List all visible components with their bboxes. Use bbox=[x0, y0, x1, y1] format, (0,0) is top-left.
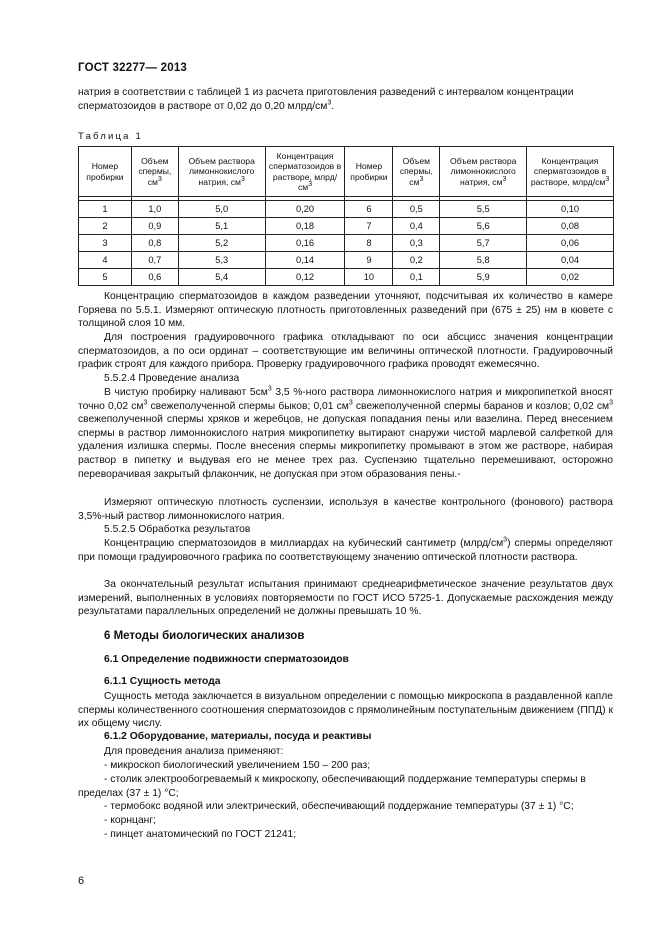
table-cell: 3 bbox=[79, 235, 132, 252]
table-cell: 5 bbox=[79, 269, 132, 286]
table-row bbox=[79, 218, 614, 235]
subsection-6-1-2-title: 6.1.2 Оборудование, материалы, посуда и реактивы bbox=[104, 731, 372, 742]
paragraph-final-result: За окончательный результат испытания принимают среднеарифметическое значение результатов двух измерений, выполненных в условиях повторяемости по ГОСТ ИСО 5725-1. Допускаемые расхождения между результатами параллельных определений не должны превышать 10 %. bbox=[78, 579, 613, 618]
table-row bbox=[79, 252, 614, 269]
table-cell: 5,1 bbox=[178, 218, 265, 235]
equipment-list-item: - корнцанг; bbox=[104, 815, 156, 826]
equipment-list-item: - пинцет анатомический по ГОСТ 21241; bbox=[104, 829, 297, 840]
table-header-cell: Номер пробирки bbox=[79, 147, 132, 197]
equipment-lead: Для проведения анализа применяют: bbox=[104, 746, 284, 757]
subsection-5-5-2-4: 5.5.2.4 Проведение анализа bbox=[104, 373, 240, 384]
table-cell: 0,2 bbox=[393, 252, 440, 269]
table-cell: 0,3 bbox=[393, 235, 440, 252]
dilution-table bbox=[78, 146, 614, 286]
table-cell: 0,08 bbox=[527, 218, 614, 235]
table-header-cell: Объем раствора лимоннокислого натрия, $см^3$ bbox=[178, 147, 265, 197]
table-cell: 0,5 bbox=[393, 201, 440, 218]
paragraph-calibration: Для построения градуировочного графика откладывают по оси абсцисс значения концентрации сперматозоидов, а по оси ординат – соответствующие им величины оптической плотности. Градуировочный график строят для каждого прибора. Проверку градуировочного графика проводят ежемесячно. bbox=[78, 332, 613, 371]
subsection-6-1-title: 6.1 Определение подвижности сперматозоидов bbox=[104, 654, 349, 665]
table-cell: 5,7 bbox=[440, 235, 527, 252]
table-cell: 1 bbox=[79, 201, 132, 218]
table-cell: 0,1 bbox=[393, 269, 440, 286]
table-cell: 0,04 bbox=[527, 252, 614, 269]
table-cell: 0,12 bbox=[265, 269, 345, 286]
table-cell: 7 bbox=[345, 218, 393, 235]
table-cell: 5,3 bbox=[178, 252, 265, 269]
table-cell: 5,5 bbox=[440, 201, 527, 218]
subsection-5-5-2-5: 5.5.2.5 Обработка результатов bbox=[104, 524, 251, 535]
equipment-list-item: - микроскоп биологический увеличением 150 – 200 раз; bbox=[104, 760, 371, 771]
paragraph-concentration: Концентрацию сперматозоидов в каждом разведении уточняют, подсчитывая их количество в камере Горяева по 5.5.1. Измеряют оптическую плотность приготовленных разведений при (675 ± 25) нм в кювете с толщиной слоя 10 мм. bbox=[78, 291, 613, 330]
table-cell: 0,6 bbox=[131, 269, 178, 286]
paragraph-procedure: В чистую пробирку наливают $5см^3$ 3,5 %-ного раствора лимоннокислого натрия и микропипеткой вносят точно 0,02 $см^3$ свежеполученной спермы быков; 0,01 $см^3$ свежеполученной спермы баранов и козлов; 0,02 $см^3$ свежеполученной спермы хряков и жеребцов, не допуская попадания пены или вазелина. Перед внесением спермы в раствор лимоннокислого натрия микропипетку вытирают снаружи чистой марлевой салфеткой для удаления излишка спермы. После внесения спермы микропипетку промывают в этом же растворе, набирая раствор в пипетку и выдувая его не менее трех раз. Суспензию тщательно перемешивают, осторожно переворачивая закрытый флакончик, не допуская при этом образования пены.- bbox=[78, 385, 613, 480]
table-cell: 6 bbox=[345, 201, 393, 218]
table-cell: 0,02 bbox=[527, 269, 614, 286]
table-header-cell: Концентрация сперматозоидов в растворе, млрд/$см^3$ bbox=[527, 147, 614, 197]
table-cell: 0,9 bbox=[131, 218, 178, 235]
table-cell: 0,18 bbox=[265, 218, 345, 235]
page-number: 6 bbox=[78, 875, 85, 887]
table-cell: 0,14 bbox=[265, 252, 345, 269]
table-row bbox=[79, 269, 614, 286]
table-cell: 0,20 bbox=[265, 201, 345, 218]
table-header-cell: Объем спермы, $см^3$ bbox=[131, 147, 178, 197]
table-cell: 8 bbox=[345, 235, 393, 252]
table-cell: 2 bbox=[79, 218, 132, 235]
paragraph-optical-density: Измеряют оптическую плотность суспензии, используя в качестве контрольного (фонового) раствора 3,5%-ный раствор лимоннокислого натрия. bbox=[78, 497, 613, 522]
table-cell: 1,0 bbox=[131, 201, 178, 218]
section-6-title: 6 Методы биологических анализов bbox=[104, 630, 305, 642]
table-cell: 5,9 bbox=[440, 269, 527, 286]
table-header-cell: Номер пробирки bbox=[345, 147, 393, 197]
table-cell: 5,6 bbox=[440, 218, 527, 235]
table-cell: 0,06 bbox=[527, 235, 614, 252]
intro-line-1: натрия в соответствии с таблицей 1 из расчета приготовления разведений с интервалом концентрации bbox=[78, 87, 574, 98]
equipment-list-item: - столик электрообогреваемый к микроскопу, обеспечивающий поддержание температуры спермы в пределах (37 ± 1) °С; bbox=[78, 774, 586, 799]
table-cell: 0,10 bbox=[527, 201, 614, 218]
table-cell: 10 bbox=[345, 269, 393, 286]
subsection-6-1-1-title: 6.1.1 Сущность метода bbox=[104, 676, 221, 687]
table-cell: 0,4 bbox=[393, 218, 440, 235]
table-cell: 5,8 bbox=[440, 252, 527, 269]
table-cell: 0,8 bbox=[131, 235, 178, 252]
table-header-cell: Объем спермы, $см^3$ bbox=[393, 147, 440, 197]
table-cell: 5,0 bbox=[178, 201, 265, 218]
document-header: ГОСТ 32277— 2013 bbox=[78, 62, 188, 74]
table-cell: 5,4 bbox=[178, 269, 265, 286]
table-row bbox=[79, 201, 614, 218]
paragraph-results: Концентрацию сперматозоидов в миллиардах на кубический сантиметр $(млрд/см^3)$ спермы определяют при помощи градуировочного графика по соответствующему значению оптической плотности раствора. bbox=[78, 536, 613, 563]
paragraph-method-essence: Сущность метода заключается в визуальном определении с помощью микроскопа в раздавленной капле спермы количественного соотношения сперматозоидов с прямолинейным поступательным движением (ППД) к их общему числу. bbox=[78, 691, 613, 730]
intro-line-2: сперматозоидов в растворе от 0,02 до 0,20 млрд/$см^3$. bbox=[78, 99, 335, 112]
table-row bbox=[79, 235, 614, 252]
table-cell: 5,2 bbox=[178, 235, 265, 252]
table-caption: Таблица 1 bbox=[78, 131, 143, 142]
table-header-cell: Концентрация сперматозоидов в растворе, млрд/ $см^3$ bbox=[265, 147, 345, 197]
table-header-row bbox=[79, 147, 614, 197]
table-cell: 4 bbox=[79, 252, 132, 269]
table-cell: 9 bbox=[345, 252, 393, 269]
table-cell: 0,16 bbox=[265, 235, 345, 252]
table-header-cell: Объем раствора лимоннокислого натрия, $см^3$ bbox=[440, 147, 527, 197]
equipment-list-item: - термобокс водяной или электрический, обеспечивающий поддержание температуры (37 ± 1) °С; bbox=[104, 801, 574, 812]
table-cell: 0,7 bbox=[131, 252, 178, 269]
